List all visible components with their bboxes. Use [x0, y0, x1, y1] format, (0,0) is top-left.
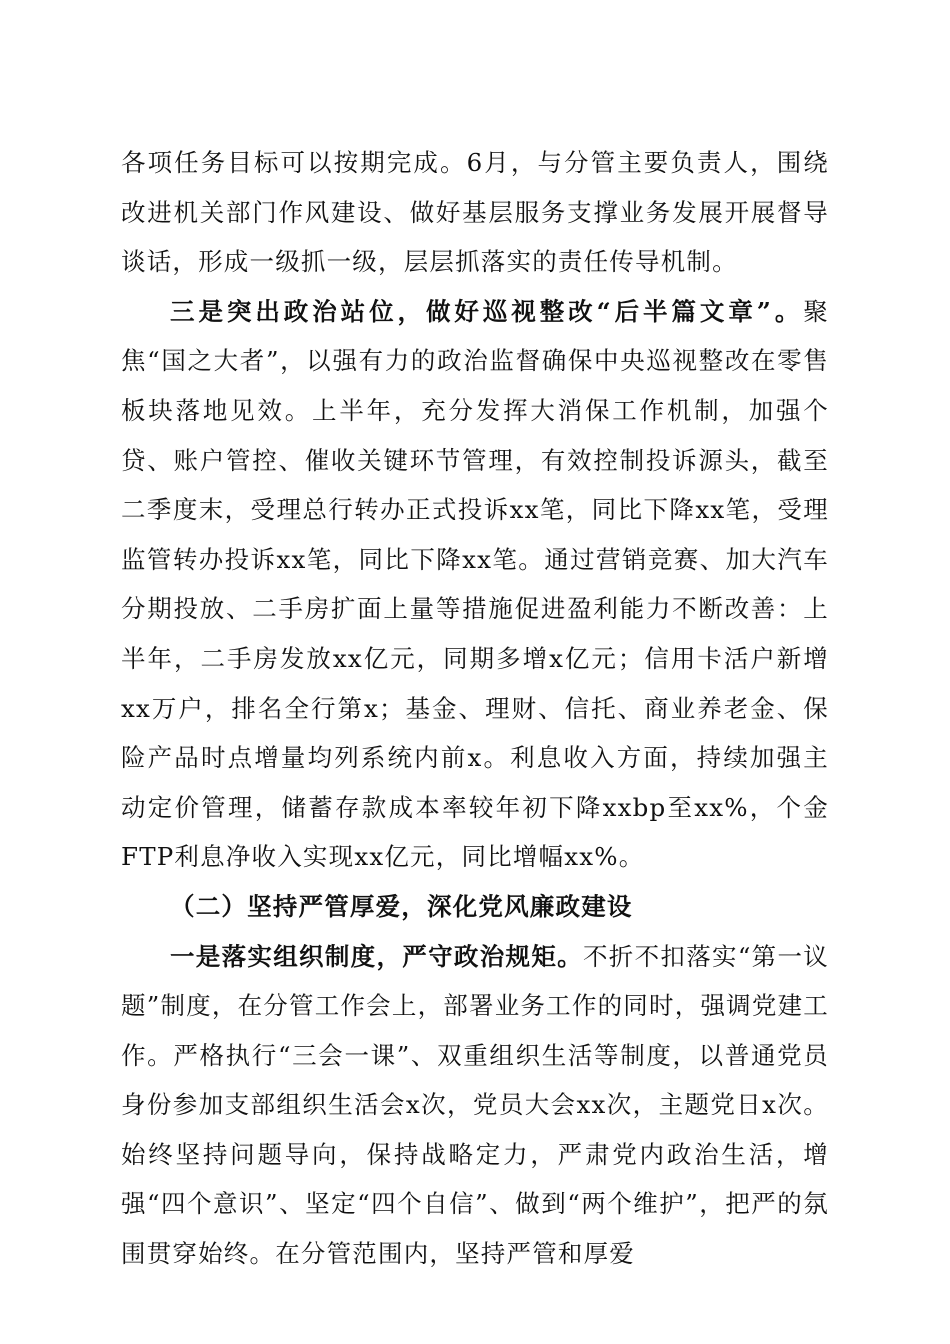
paragraph-lead: 三是突出政治站位，做好巡视整改“后半篇文章”。: [170, 296, 804, 326]
paragraph-lead: 一是落实组织制度，严守政治规矩。: [170, 941, 583, 971]
paragraph-inspection-rectification: [121, 287, 829, 882]
paragraph-text: 聚焦“国之大者”，以强有力的政治监督确保中央巡视整改在零售板块落地见效。上半年，充分发挥大消保工作机制，加强个贷、账户管控、催收关键环节管理，有效控制投诉源头，截至二季度末，受理总行转办正式投诉xx笔，同比下降xx笔，受理监管转办投诉xx笔，同比下降xx笔。通过营销竞赛、加大汽车分期投放、二手房扩面上量等措施促进盈利能力不断改善：上半年，二手房发放xx亿元，同期多增x亿元；信用卡活户新增xx万户，排名全行第x；基金、理财、信托、商业养老金、保险产品时点增量均列系统内前x。利息收入方面，持续加强主动定价管理，储蓄存款成本率较年初下降xxbp至xx%，个金FTP利息净收入实现xx亿元，同比增幅xx%。: [121, 296, 829, 872]
paragraph-text: 各项任务目标可以按期完成。6月，与分管主要负责人，围绕改进机关部门作风建设、做好基层服务支撑业务发展开展督导谈话，形成一级抓一级，层层抓落实的责任传导机制。: [121, 148, 829, 277]
paragraph-continuation: [121, 138, 829, 287]
paragraph-organization-system: [121, 932, 829, 1279]
section-heading: （二）坚持严管厚爱，深化党风廉政建设: [170, 891, 633, 921]
document-body: [121, 138, 829, 1279]
paragraph-text: 不折不扣落实“第一议题”制度，在分管工作会上，部署业务工作的同时，强调党建工作。严格执行“三会一课”、双重组织生活等制度，以普通党员身份参加支部组织生活会x次，党员大会xx次，主题党日x次。始终坚持问题导向，保持战略定力，严肃党内政治生活，增强“四个意识”、坚定“四个自信”、做到“两个维护”，把严的氛围贯穿始终。在分管范围内，坚持严管和厚爱: [121, 941, 829, 1269]
